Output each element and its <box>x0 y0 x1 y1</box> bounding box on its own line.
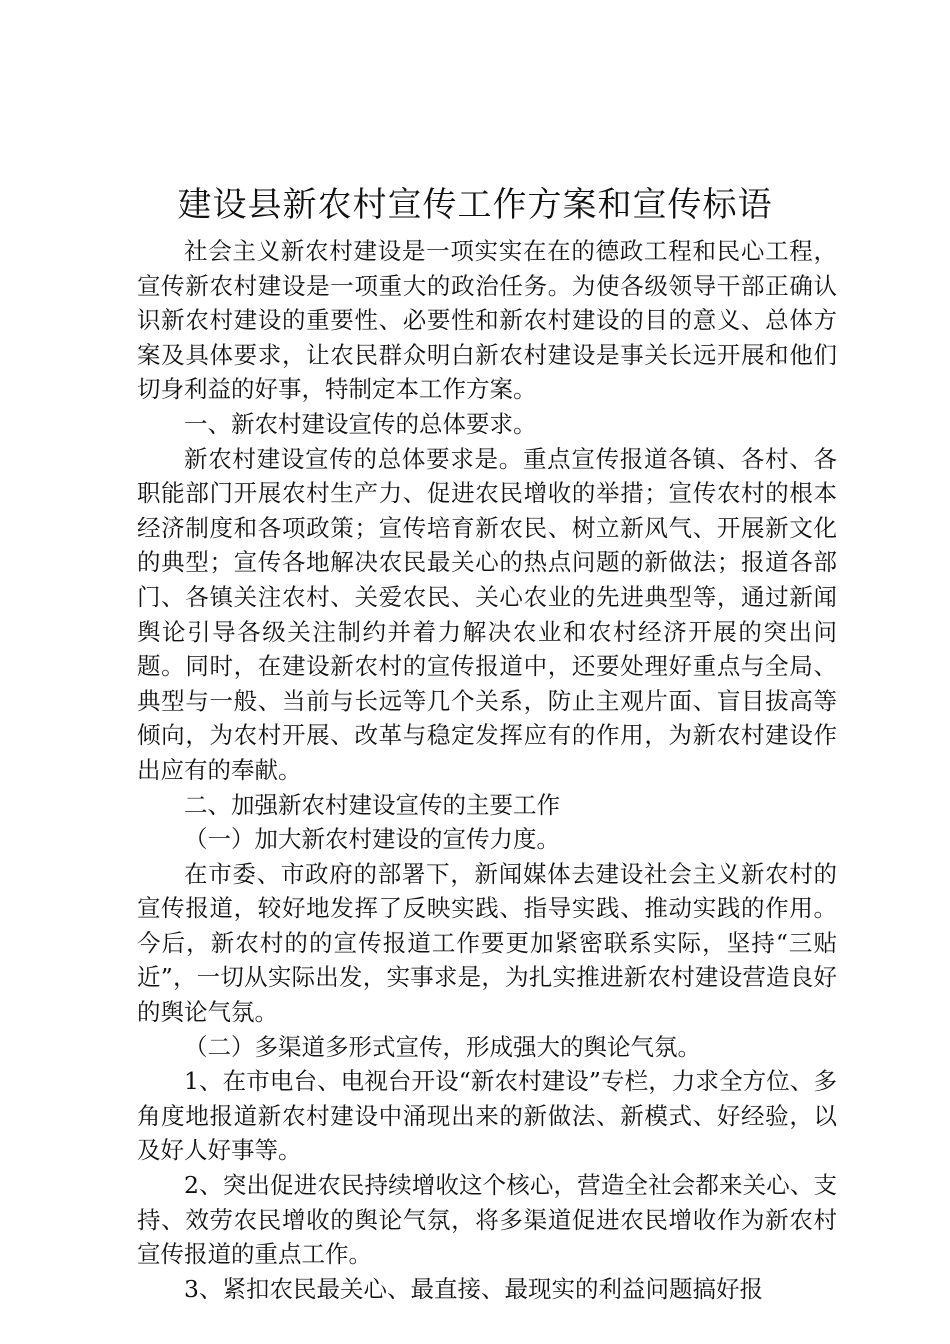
paragraph-publicity-intensity: 在市委、市政府的部署下，新闻媒体去建设社会主义新农村的宣传报道，较好地发挥了反映实践、指导实践、推动实践的作用。今后，新农村的的宣传报道工作要更加紧密联系实际，坚持“三贴近”，一切从实际出发，实事求是，为扎实推进新农村建设营造良好的舆论气氛。 <box>137 859 837 1027</box>
heading-section-2: 二、加强新农村建设宣传的主要工作 <box>184 790 560 819</box>
paragraph-intro: 社会主义新农村建设是一项实实在在的德政工程和民心工程，宣传新农村建设是一项重大的政治任务。为使各级领导干部正确认识新农村建设的重要性、必要性和新农村建设的目的意义、总体方案及具体要求，让农民群众明白新农村建设是事关长远开展和他们切身利益的好事，特制定本工作方案。 <box>137 237 837 404</box>
document-title: 建设县新农村宣传工作方案和宣传标语 <box>177 185 773 225</box>
heading-subsection-1: （一）加大新农村建设的宣传力度。 <box>184 825 560 854</box>
list-item-3: 3、紧扣农民最关心、最直接、最现实的利益问题搞好报 <box>184 1274 763 1303</box>
paragraph-overall-requirements: 新农村建设宣传的总体要求是。重点宣传报道各镇、各村、各职能部门开展农村生产力、促进农民增收的举措；宣传农村的根本经济制度和各项政策；宣传培育新农民、树立新风气、开展新文化的典型；宣传各地解决农民最关心的热点问题的新做法；报道各部门、各镇关注农村、关爱农民、关心农业的先进典型等，通过新闻舆论引导各级关注制约并着力解决农业和农村经济开展的突出问题。同时，在建设新农村的宣传报道中，还要处理好重点与全局、典型与一般、当前与长远等几个关系，防止主观片面、盲目拔高等倾向，为农村开展、改革与稳定发挥应有的作用，为新农村建设作出应有的奉献。 <box>137 444 837 784</box>
document-body <box>137 234 837 1306</box>
list-item-1: 1、在市电台、电视台开设“新农村建设”专栏，力求全方位、多角度地报道新农村建设中涌现出来的新做法、新模式、好经验，以及好人好事等。 <box>137 1067 837 1165</box>
heading-subsection-2: （二）多渠道多形式宣传，形成强大的舆论气氛。 <box>184 1032 701 1061</box>
heading-section-1: 一、新农村建设宣传的总体要求。 <box>184 409 537 438</box>
list-item-2: 2、突出促进农民持续增收这个核心，营造全社会都来关心、支持、效劳农民增收的舆论气氛，将多渠道促进农民增收作为新农村宣传报道的重点工作。 <box>137 1171 837 1269</box>
